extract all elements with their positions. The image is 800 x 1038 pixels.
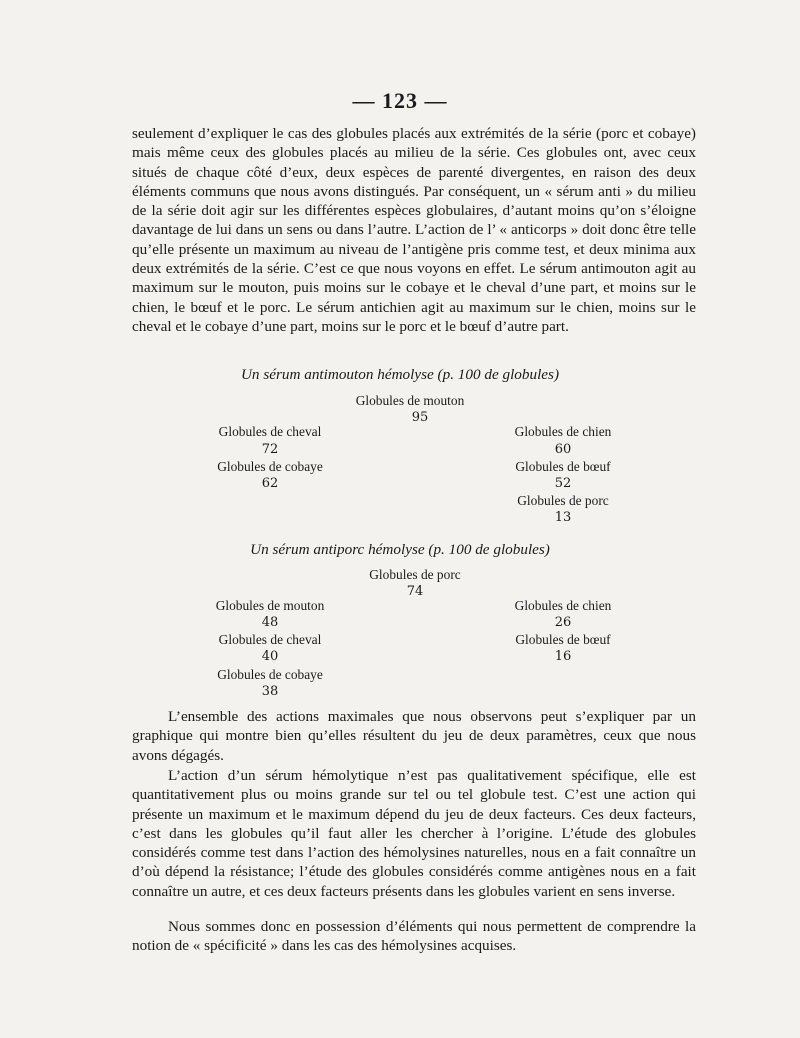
- table-cell-label: Globules de bœuf: [515, 632, 611, 647]
- table-caption: Un sérum antiporc hémolyse (p. 100 de globules): [250, 541, 550, 558]
- table-cell-value: 26: [554, 615, 572, 630]
- page-number: — 123 —: [352, 88, 448, 113]
- table-cell-label: Globules de cobaye: [217, 667, 323, 682]
- table-cell-label: Globules de cheval: [218, 632, 322, 647]
- table-cell-value: 62: [261, 476, 279, 491]
- paragraph: seulement d’expliquer le cas des globules placés aux extrémités de la série (porc et cobaye) mais même ceux des globules placés au milieu de la série. Ces globules ont, avec ceux situés de chaque côté d’eux, deux espèces de parenté divergentes, en raison des deux éléments communs que nous avons distingués. Par conséquent, un « sérum anti » du milieu de la série doit agir sur les différentes espèces globulaires, d’autant moins qu’on s’éloigne davantage de lui dans un sens ou dans l’autre. L’action de l’ « anticorps » doit donc être telle qu’elle présente un maximum au niveau de l’antigène pris comme test, et deux minima aux deux extrémités de la série. C’est ce que nous voyons en effet. Le sérum antimouton agit au maximum sur le mouton, puis moins sur le cobaye et le cheval d’une part, et moins sur le chien, le bœuf et le porc. Le sérum antichien agit au maximum sur le chien, moins sur le cheval et le cobaye d’une part, moins sur le porc et le bœuf d’autre part.: [132, 125, 696, 335]
- table-cell-label: Globules de mouton: [215, 598, 325, 613]
- paragraph: L’ensemble des actions maximales que nous observons peut s’expliquer par un graphique qui montre bien qu’elles résultent du jeu de deux paramètres, ceux que nous avons dégagés.: [132, 708, 696, 764]
- table-center-label: Globules de mouton: [355, 393, 465, 408]
- table-cell-label: Globules de cheval: [218, 424, 322, 439]
- table-cell-value: 48: [261, 615, 279, 630]
- table-center-value: 74: [406, 584, 424, 599]
- table-cell-value: 13: [554, 510, 572, 525]
- table-cell-label: Globules de chien: [514, 424, 612, 439]
- table-cell-value: 40: [261, 649, 279, 664]
- table-cell-value: 52: [554, 476, 572, 491]
- table-cell-value: 72: [261, 442, 279, 457]
- table-cell-value: 16: [554, 649, 572, 664]
- table-cell-value: 60: [554, 442, 572, 457]
- table-cell-label: Globules de bœuf: [515, 459, 611, 474]
- table-center-value: 95: [411, 410, 429, 425]
- paragraph: L’action d’un sérum hémolytique n’est pas qualitativement spécifique, elle est quantitativement plus ou moins grande sur tel ou tel globule test. C’est une action qui présente un maximum et le maximum dépend du jeu de deux facteurs. Ces deux facteurs, c’est dans les globules qu’il faut aller les chercher à l’origine. L’étude des globules considérés comme test dans l’action des hémolysines naturelles, nous en a fait connaître un d’où dépend la résistance; l’étude des globules considérés comme antigènes nous en a fait connaître un autre, et ces deux facteurs présents dans les globules varient en sens inverse.: [132, 767, 696, 900]
- paragraph: Nous sommes donc en possession d’éléments qui nous permettent de comprendre la notion de « spécificité » dans les cas des hémolysines acquises.: [132, 918, 696, 955]
- table-cell-label: Globules de porc: [517, 493, 609, 508]
- table-cell-label: Globules de chien: [514, 598, 612, 613]
- table-cell-label: Globules de cobaye: [217, 459, 323, 474]
- table-cell-value: 38: [261, 684, 279, 699]
- table-caption: Un sérum antimouton hémolyse (p. 100 de globules): [240, 366, 560, 383]
- table-center-label: Globules de porc: [369, 567, 461, 582]
